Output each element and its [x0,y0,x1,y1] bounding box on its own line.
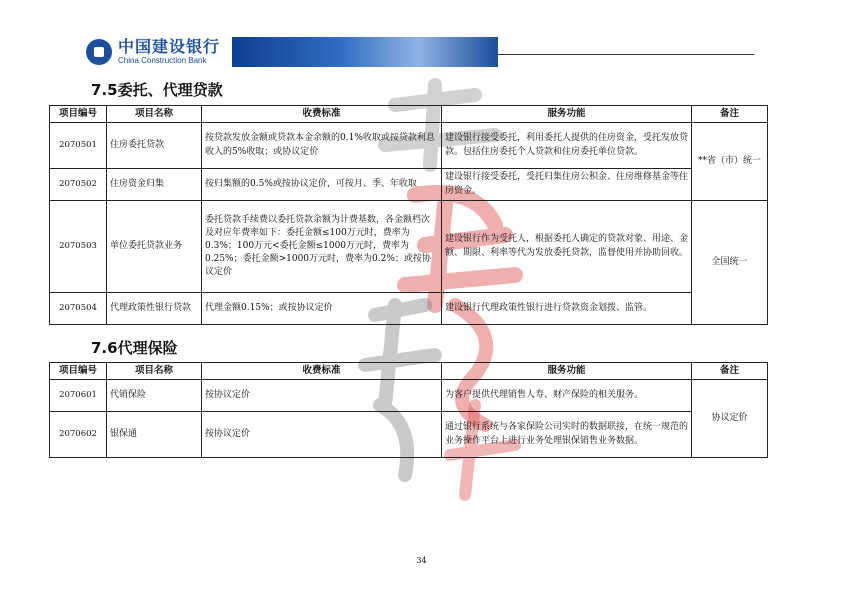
col-header-fee: 收费标准 [202,363,442,380]
cell-name: 住房委托贷款 [107,123,202,169]
cell-code: 2070601 [50,380,107,412]
cell-name: 代理政策性银行贷款 [107,293,202,325]
cell-code: 2070504 [50,293,107,325]
section-title-7-6: 7.6代理保险 [91,339,178,357]
col-header-name: 项目名称 [107,106,202,123]
table-row [50,293,768,325]
table-row [50,201,768,293]
cell-remark: 全国统一 [692,201,768,325]
cell-fee: 按协议定价 [202,380,442,412]
cell-remark: 协议定价 [692,380,768,458]
cell-name: 住房资金归集 [107,169,202,201]
cell-remark: **省（市）统一 [692,123,768,201]
header-banner [232,37,498,67]
fee-table-7-5 [49,105,768,325]
cell-function: 建设银行接受委托，利用委托人提供的住房资金，受托发放贷款。包括住房委托个人贷款和住房委托单位贷款。 [442,123,692,169]
col-header-remark: 备注 [692,363,768,380]
section-title-7-5: 7.5委托、代理贷款 [91,81,223,99]
cell-name: 银保通 [107,412,202,458]
col-header-code: 项目编号 [50,106,107,123]
col-header-remark: 备注 [692,106,768,123]
cell-code: 2070502 [50,169,107,201]
col-header-function: 服务功能 [442,363,692,380]
table-row [50,123,768,169]
col-header-fee: 收费标准 [202,106,442,123]
page-number: 34 [416,556,427,565]
cell-fee: 按归集额的0.5%或按协议定价，可按月、季、年收取 [202,169,442,201]
table-row [50,169,768,201]
col-header-function: 服务功能 [442,106,692,123]
cell-function: 建设银行接受委托，受托归集住房公积金、住房维修基金等住房资金。 [442,169,692,201]
fee-table-7-6 [49,362,768,458]
cell-name: 代销保险 [107,380,202,412]
cell-code: 2070503 [50,201,107,293]
table-row [50,380,768,412]
ccb-logo-icon [86,39,112,65]
col-header-code: 项目编号 [50,363,107,380]
cell-fee: 按协议定价 [202,412,442,458]
cell-fee: 代理金额0.15%；或按协议定价 [202,293,442,325]
cell-fee: 按贷款发放金额或贷款本金余额的0.1%收取或按贷款利息收入的5%收取；或协议定价 [202,123,442,169]
cell-name: 单位委托贷款业务 [107,201,202,293]
table-row [50,412,768,458]
table-header-row [50,106,768,123]
cell-fee: 委托贷款手续费以委托贷款余额为计费基数，各金额档次及对应年费率如下：委托金额≤100万元时，费率为0.3%；100万元<委托金额≤1000万元时，费率为0.25%；委托金额>1000万元时，费率为0.2%；或按协议定价 [202,201,442,293]
cell-function: 通过银行系统与各家保险公司实时的数据联接，在统一规范的业务操作平台上进行业务处理银保销售业务数据。 [442,412,692,458]
logo-en-text: China Construction Bank [118,56,207,65]
ccb-logo [86,37,226,67]
cell-code: 2070501 [50,123,107,169]
cell-function: 为客户提供代理销售人寿、财产保险的相关服务。 [442,380,692,412]
logo-cn-text: 中国建设银行 [118,37,221,56]
cell-function: 建设银行代理政策性银行进行贷款资金划拨、监管。 [442,293,692,325]
col-header-name: 项目名称 [107,363,202,380]
cell-function: 建设银行作为受托人，根据委托人确定的贷款对象、用途、金额、期限、利率等代为发放委托贷款，监督使用并协助回收。 [442,201,692,293]
cell-code: 2070602 [50,412,107,458]
table-header-row [50,363,768,380]
header-rule [498,54,754,55]
